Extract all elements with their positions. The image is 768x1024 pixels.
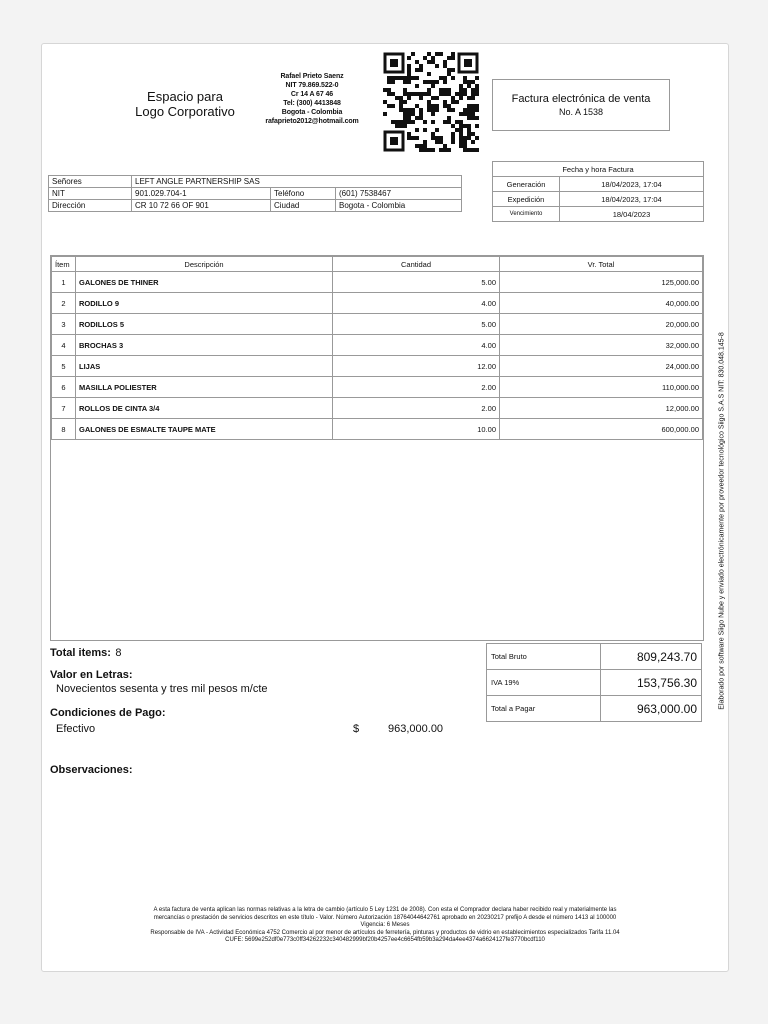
client-nit-label: NIT <box>49 188 132 200</box>
item-desc: BROCHAS 3 <box>76 335 333 356</box>
item-qty: 12.00 <box>333 356 500 377</box>
table-row <box>52 335 703 356</box>
legal-line-4: Responsable de IVA - Actividad Económica 4752 Comercio al por menor de artículos de ferretería, pinturas y productos de vidrio en establecimientos especializados Tarifa 11.04 <box>150 929 620 936</box>
issuer-nit: NIT 79.869.522-0 <box>285 82 339 89</box>
item-desc: RODILLOS 5 <box>76 314 333 335</box>
invoice-number: No. A 1538 <box>558 107 604 117</box>
item-total: 24,000.00 <box>500 356 703 377</box>
table-row <box>52 419 703 440</box>
item-total: 600,000.00 <box>500 419 703 440</box>
issuer-phone: Tel: (300) 4413848 <box>283 100 341 107</box>
item-qty: 10.00 <box>333 419 500 440</box>
table-row <box>52 272 703 293</box>
issuer-name: Rafael Prieto Saenz <box>280 73 344 80</box>
item-number: 4 <box>52 335 76 356</box>
item-qty: 5.00 <box>333 272 500 293</box>
item-total: 12,000.00 <box>500 398 703 419</box>
gen-label: Generación <box>493 177 560 192</box>
iva-label: IVA 19% <box>487 670 601 696</box>
col-qty: Cantidad <box>333 257 500 272</box>
gen-date: 18/04/2023, 17:04 <box>560 177 704 192</box>
legal-line-1: A esta factura de venta aplican las normas relativas a la letra de cambio (artículo 5 Ley 1231 de 2008). Con esta el Comprador declara haber recibido real y materialmente las <box>153 907 617 913</box>
item-number: 6 <box>52 377 76 398</box>
invoice-title-box <box>492 79 670 131</box>
vertical-note: Elaborado por software Siigo Nube y enviado electrónicamente por proveedor tecnológico Siigo S.A.S NIT: 830.048.145-8 <box>718 332 726 710</box>
item-total: 125,000.00 <box>500 272 703 293</box>
item-desc: RODILLO 9 <box>76 293 333 314</box>
table-row <box>52 314 703 335</box>
logo-placeholder <box>110 89 260 119</box>
conditions-label: Condiciones de Pago: <box>50 707 166 719</box>
table-row <box>52 356 703 377</box>
item-qty: 4.00 <box>333 335 500 356</box>
item-number: 1 <box>52 272 76 293</box>
item-number: 5 <box>52 356 76 377</box>
ven-label: Vencimiento <box>493 207 560 222</box>
issuer-address: Cr 14 A 67 46 <box>290 91 334 98</box>
payment-currency: $ <box>353 723 360 735</box>
item-total: 110,000.00 <box>500 377 703 398</box>
item-qty: 2.00 <box>333 398 500 419</box>
item-number: 3 <box>52 314 76 335</box>
dates-table <box>492 161 704 222</box>
exp-date: 18/04/2023, 17:04 <box>560 192 704 207</box>
logo-line-2: Logo Corporativo <box>135 104 235 119</box>
item-number: 7 <box>52 398 76 419</box>
item-number: 8 <box>52 419 76 440</box>
legal-line-5: CUFE: 5699e252df0e773c0ff34262232c340482999bf20b4257ee4c6654fb59b3a294da4ee4374a6624127fe3770bcdf110 <box>225 937 545 943</box>
item-qty: 5.00 <box>333 314 500 335</box>
client-table <box>48 175 462 212</box>
table-row <box>52 377 703 398</box>
items-table-box <box>50 255 704 641</box>
payment-method: Efectivo <box>56 723 96 735</box>
legal-footer <box>62 907 708 945</box>
legal-line-3: Vigencia: 6 Meses <box>360 922 410 928</box>
pagar-label: Total a Pagar <box>487 696 601 722</box>
col-item: Ítem <box>52 257 76 272</box>
client-dir-label: Dirección <box>49 200 132 212</box>
totals-table <box>486 643 702 722</box>
col-total: Vr. Total <box>500 257 703 272</box>
item-desc: GALONES DE ESMALTE TAUPE MATE <box>76 419 333 440</box>
client-senores-label: Señores <box>49 176 132 188</box>
invoice-page <box>41 43 729 972</box>
items-table <box>51 256 703 440</box>
item-number: 2 <box>52 293 76 314</box>
item-desc: LIJAS <box>76 356 333 377</box>
total-items-value: 8 <box>115 647 122 659</box>
total-items <box>50 643 122 661</box>
qr-code-icon <box>383 52 479 152</box>
item-total: 40,000.00 <box>500 293 703 314</box>
bruto-label: Total Bruto <box>487 644 601 670</box>
table-row <box>52 293 703 314</box>
letters-value: Novecientos sesenta y tres mil pesos m/cte <box>56 683 268 695</box>
client-name: LEFT ANGLE PARTNERSHIP SAS <box>132 176 462 188</box>
pagar-value: 963,000.00 <box>601 696 702 722</box>
payment-amount: 963,000.00 <box>388 723 444 735</box>
client-tel-label: Teléfono <box>271 188 336 200</box>
client-city-label: Ciudad <box>271 200 336 212</box>
item-total: 32,000.00 <box>500 335 703 356</box>
item-qty: 4.00 <box>333 293 500 314</box>
item-desc: MASILLA POLIESTER <box>76 377 333 398</box>
item-total: 20,000.00 <box>500 314 703 335</box>
legal-line-2: mercancías o prestación de servicios descritos en este título - Valor. Número Autorización 18764044642761 aprobado en 20230217 prefijo A desde el número 1413 al 100000 <box>153 914 617 921</box>
logo-line-1: Espacio para <box>147 89 223 104</box>
issuer-info <box>247 72 377 126</box>
vertical-note-box <box>716 301 728 741</box>
observations-label: Observaciones: <box>50 764 133 776</box>
client-nit: 901.029.704-1 <box>132 188 271 200</box>
invoice-title: Factura electrónica de venta <box>511 93 651 105</box>
client-dir: CR 10 72 66 OF 901 <box>132 200 271 212</box>
col-desc: Descripción <box>76 257 333 272</box>
item-qty: 2.00 <box>333 377 500 398</box>
letters-label: Valor en Letras: <box>50 669 133 681</box>
iva-value: 153,756.30 <box>601 670 702 696</box>
bruto-value: 809,243.70 <box>601 644 702 670</box>
total-items-label: Total items: <box>50 647 111 659</box>
issuer-email: rafaprieto2012@hotmail.com <box>265 118 359 125</box>
issuer-city: Bogota - Colombia <box>281 109 343 116</box>
dates-header: Fecha y hora Factura <box>493 162 704 177</box>
ven-date: 18/04/2023 <box>560 207 704 222</box>
exp-label: Expedición <box>493 192 560 207</box>
item-desc: ROLLOS DE CINTA 3/4 <box>76 398 333 419</box>
client-tel: (601) 7538467 <box>336 188 462 200</box>
client-city: Bogota - Colombia <box>336 200 462 212</box>
item-desc: GALONES DE THINER <box>76 272 333 293</box>
table-row <box>52 398 703 419</box>
